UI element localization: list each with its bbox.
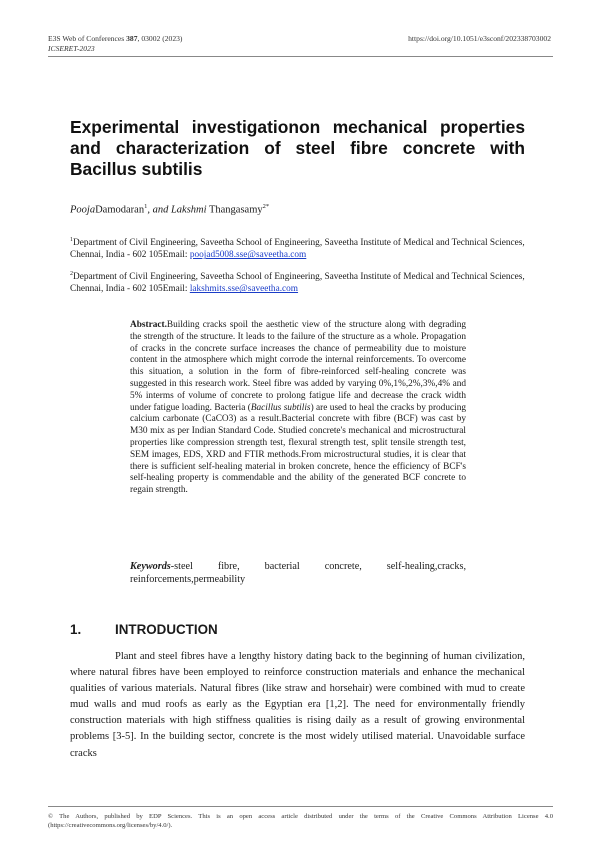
abstract-label: Abstract. [130,320,167,330]
section-number: 1. [70,622,82,637]
abstract-text-continued: ) are used to heal the cracks by producing calcium carbonate (CaCO3) as a result.Bacterial concrete with fibre (BCF) was cast by M30 mix as per Indian Standard Code. Studied concrete's mechanical and microstructural properties like compression strength test, flexural strength test, split tensile strength test, SEM images, EDS, XRD and FTIR methods.From microstructural studies, it is clear that there is sufficient self-healing material in broken concrete, hence the efficiency of BCF's self-healing property is commendable and the ability of the generated BCF concrete to regain strength. [130,402,466,496]
author2-family-name: Thangasamy [206,204,263,216]
section-heading [70,622,218,637]
affiliation-2 [70,268,525,296]
license-footer: © The Authors, published by EDP Sciences. This is an open access article distributed under the terms of the Creative Commons Attribution License 4.0 (https://creativecommons.org/licenses/by/4.0/). [48,813,553,830]
journal-volume: 387 [126,34,138,43]
article-number: , 03002 (2023) [137,34,183,43]
section-title: INTRODUCTION [115,622,218,637]
affiliation-marker: 1 [70,237,73,243]
affiliation-text: Department of Civil Engineering, Saveetha School of Engineering, Saveetha Institute of Medical and Technical Sciences, Chennai, India - 602 105Email: [70,238,525,261]
doi-text[interactable]: https://doi.org/10.1051/e3sconf/202338703002 [408,34,551,43]
keywords-text: -steel fibre, bacterial concrete, self-healing,cracks, reinforcements,permeability [130,561,466,585]
keywords-label: Keywords [130,561,171,572]
intro-text: Plant and steel fibres have a lengthy history dating back to the beginning of human civilization, where natural fibres have been employed to reinforce construction materials and enhance the mechanical qualities of various materials. Natural fibres (like straw and horsehair) were combined with mud to create mud walls and mud roofs as early as the Egyptian era [1,2]. The need for environmentally friendly construction materials with high stiffness qualities is rising daily as a result of growing environmental problems [3-5]. In the building sector, concrete is the most widely utilised material. Unavoidable surface cracks [70,651,525,759]
author2-given-name: Lakshmi [170,204,207,216]
journal-name: E3S Web of Conferences [48,34,127,43]
abstract-species-name: Bacillus subtilis [250,402,311,413]
abstract-text: Building cracks spoil the aesthetic view of the structure along with degrading the strength of the structure. It leads to the failure of the structure as a whole. Propagation of cracks in the concrete surface increases the chance of permeability due to moisture content in the atmosphere which might corrode the internal reinforcements. To overcome this situation, a solution in the form of fibre-reinforced self-healing concrete was suggested in this research work. Steel fibre was added by varying 0%,1%,2%,3%,4% and 5% interms of volume of concrete to prolong fatigue life and decrease the crack width under fatigue loading. Bacteria ( [130,320,466,413]
abstract [130,320,466,497]
email-link[interactable]: lakshmits.sse@saveetha.com [189,284,299,295]
intro-paragraph [70,649,525,762]
author-separator: , and [147,204,171,216]
affiliation-marker: 2 [70,271,73,277]
keywords [130,561,466,587]
paper-title: Experimental investigationon mechanical properties and characterization of steel fibre concrete with Bacillus subtilis [70,117,525,179]
author2-affiliation-marker: 2* [262,203,270,210]
author1-given-name: Pooja [70,204,96,216]
conference-name [48,44,95,53]
author-line [70,203,269,216]
journal-citation [48,34,182,43]
author1-affiliation-marker: 1 [144,203,148,210]
author1-family-name: Damodaran [95,204,145,216]
footer-rule [48,806,553,807]
affiliation-1 [70,234,525,262]
doi-link[interactable] [408,34,551,43]
affiliation-text: Department of Civil Engineering, Saveetha School of Engineering, Saveetha Institute of Medical and Technical Sciences, Chennai, India - 602 105Email: [70,272,525,295]
email-link[interactable]: poojad5008.sse@saveetha.com [189,250,307,261]
header-rule [48,56,553,57]
conference-label: ICSERET-2023 [48,44,95,53]
